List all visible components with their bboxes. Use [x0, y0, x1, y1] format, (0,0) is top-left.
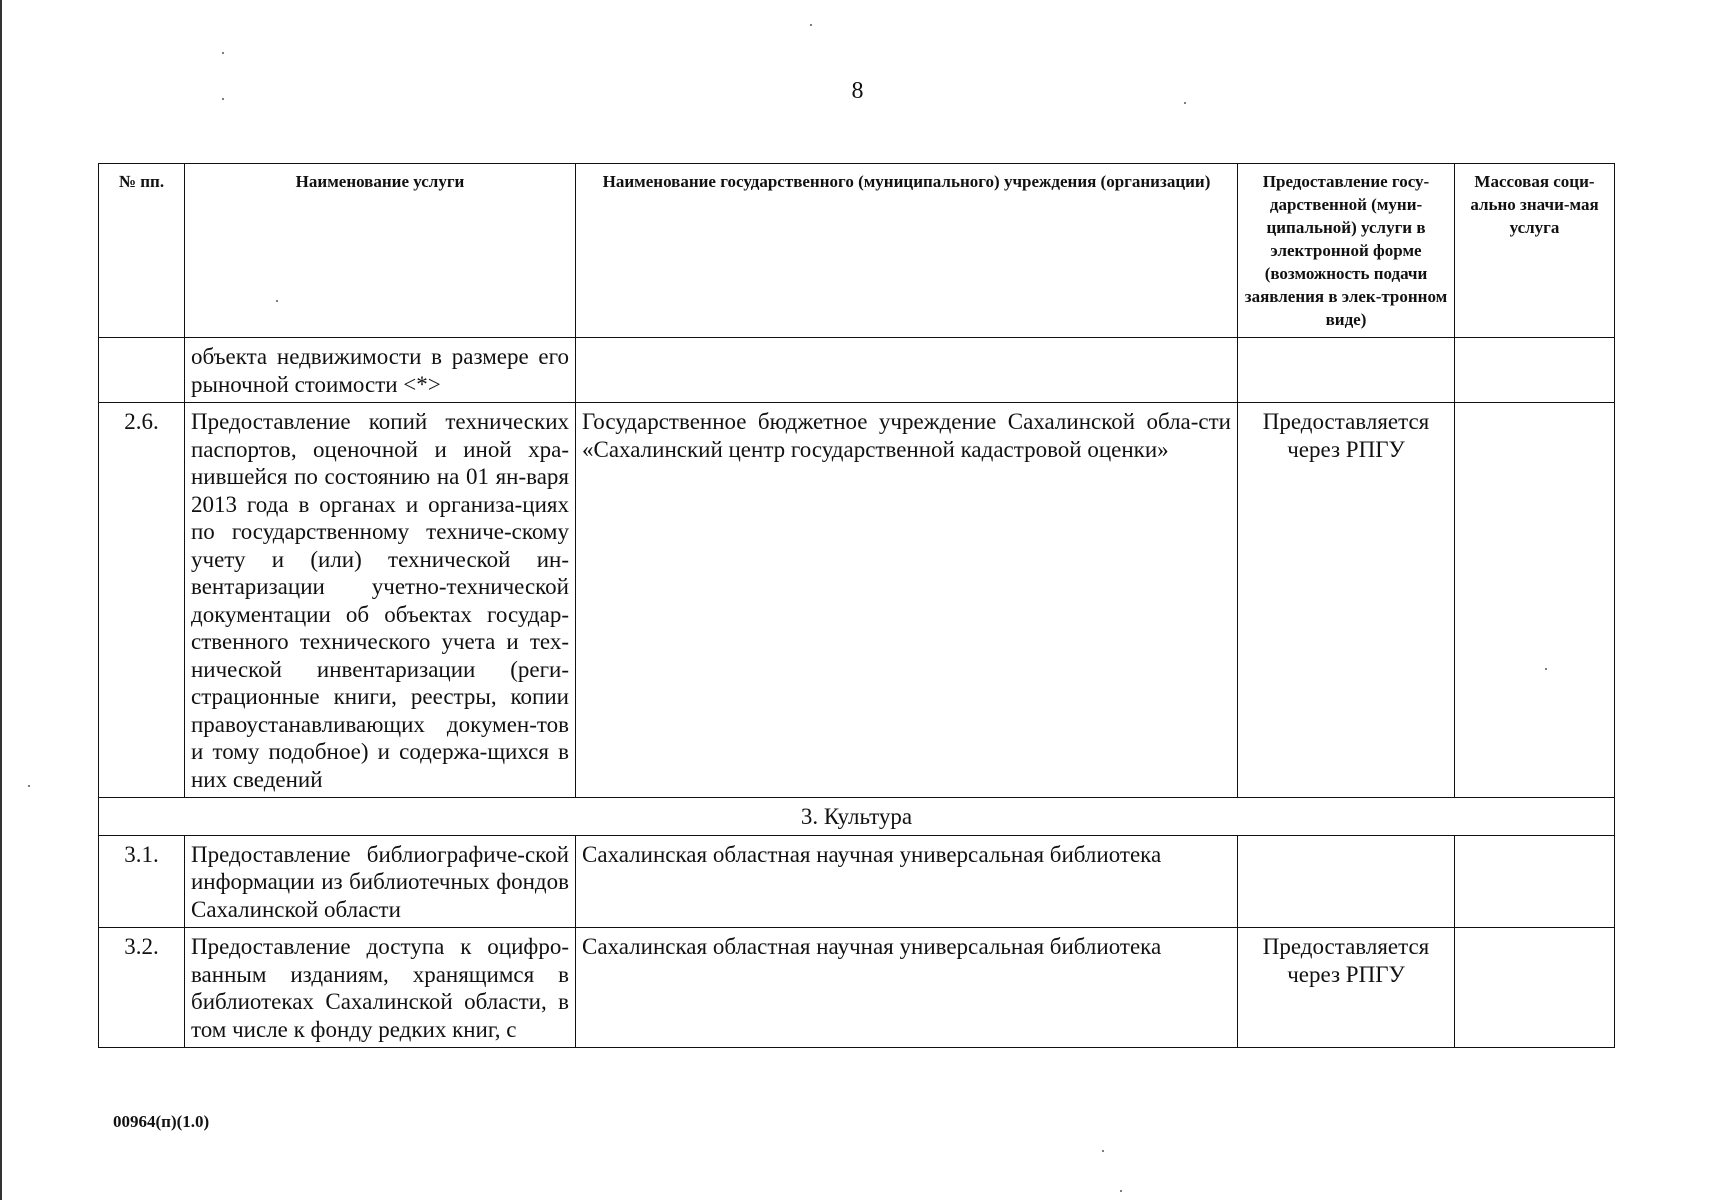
- table-row: [99, 338, 1615, 403]
- table-row: [99, 835, 1615, 928]
- section-title: 3. Культура: [99, 798, 1615, 836]
- document-code: 00964(п)(1.0): [113, 1112, 210, 1131]
- scan-speck: [28, 785, 30, 787]
- row-mass: [1455, 835, 1615, 928]
- row-electronic: Предоставляется через РПГУ: [1238, 928, 1455, 1048]
- row-num: [99, 338, 185, 403]
- header-num: № пп.: [99, 164, 185, 338]
- page-number: 8: [851, 78, 864, 104]
- scan-speck: [810, 24, 812, 26]
- table-row: [99, 403, 1615, 798]
- row-electronic: [1238, 835, 1455, 928]
- header-mass: Массовая соци-ально значи-мая услуга: [1455, 164, 1615, 338]
- row-electronic: [1238, 338, 1455, 403]
- row-service: Предоставление копий технических паспортов, оценочной и иной хра-нившейся по состоянию на 01 ян-варя 2013 года в органах и организа-циях по государственному техниче-скому учету и (или) технической ин-вентаризации учетно-технической документации об объектах государ-ственного технического учета и тех-нической инвентаризации (реги-страционные книги, реестры, копии правоустанавливающих докумен-тов и тому подобное) и содержа-щихся в них сведений: [185, 403, 576, 798]
- row-institution: Государственное бюджетное учреждение Сахалинской обла-сти «Сахалинский центр государственной кадастровой оценки»: [576, 403, 1238, 798]
- row-num: 3.1.: [99, 835, 185, 928]
- table-row: [99, 928, 1615, 1048]
- header-electronic: Предоставление госу-дарственной (муни-ципальной) услуги в электронной форме (возможность подачи заявления в элек-тронном виде): [1238, 164, 1455, 338]
- header-institution: Наименование государственного (муниципального) учреждения (организации): [576, 164, 1238, 338]
- services-table: [98, 163, 1615, 1048]
- row-electronic: Предоставляется через РПГУ: [1238, 403, 1455, 798]
- scan-speck: [1102, 1150, 1104, 1152]
- row-num: 2.6.: [99, 403, 185, 798]
- header-service: Наименование услуги: [185, 164, 576, 338]
- row-mass: [1455, 338, 1615, 403]
- row-institution: Сахалинская областная научная универсальная библиотека: [576, 835, 1238, 928]
- section-row: [99, 798, 1615, 836]
- row-service: Предоставление библиографиче-ской информации из библиотечных фондов Сахалинской области: [185, 835, 576, 928]
- scan-speck: [1120, 1190, 1122, 1192]
- row-mass: [1455, 928, 1615, 1048]
- row-service: объекта недвижимости в размере его рыночной стоимости <*>: [185, 338, 576, 403]
- row-mass: [1455, 403, 1615, 798]
- table-header-row: [99, 164, 1615, 338]
- scan-edge: [0, 0, 2, 1200]
- row-institution: Сахалинская областная научная универсальная библиотека: [576, 928, 1238, 1048]
- row-institution: [576, 338, 1238, 403]
- scan-speck: [222, 52, 224, 54]
- row-num: 3.2.: [99, 928, 185, 1048]
- row-service: Предоставление доступа к оцифро-ванным изданиям, хранящимся в библиотеках Сахалинской области, в том числе к фонду редких книг, с: [185, 928, 576, 1048]
